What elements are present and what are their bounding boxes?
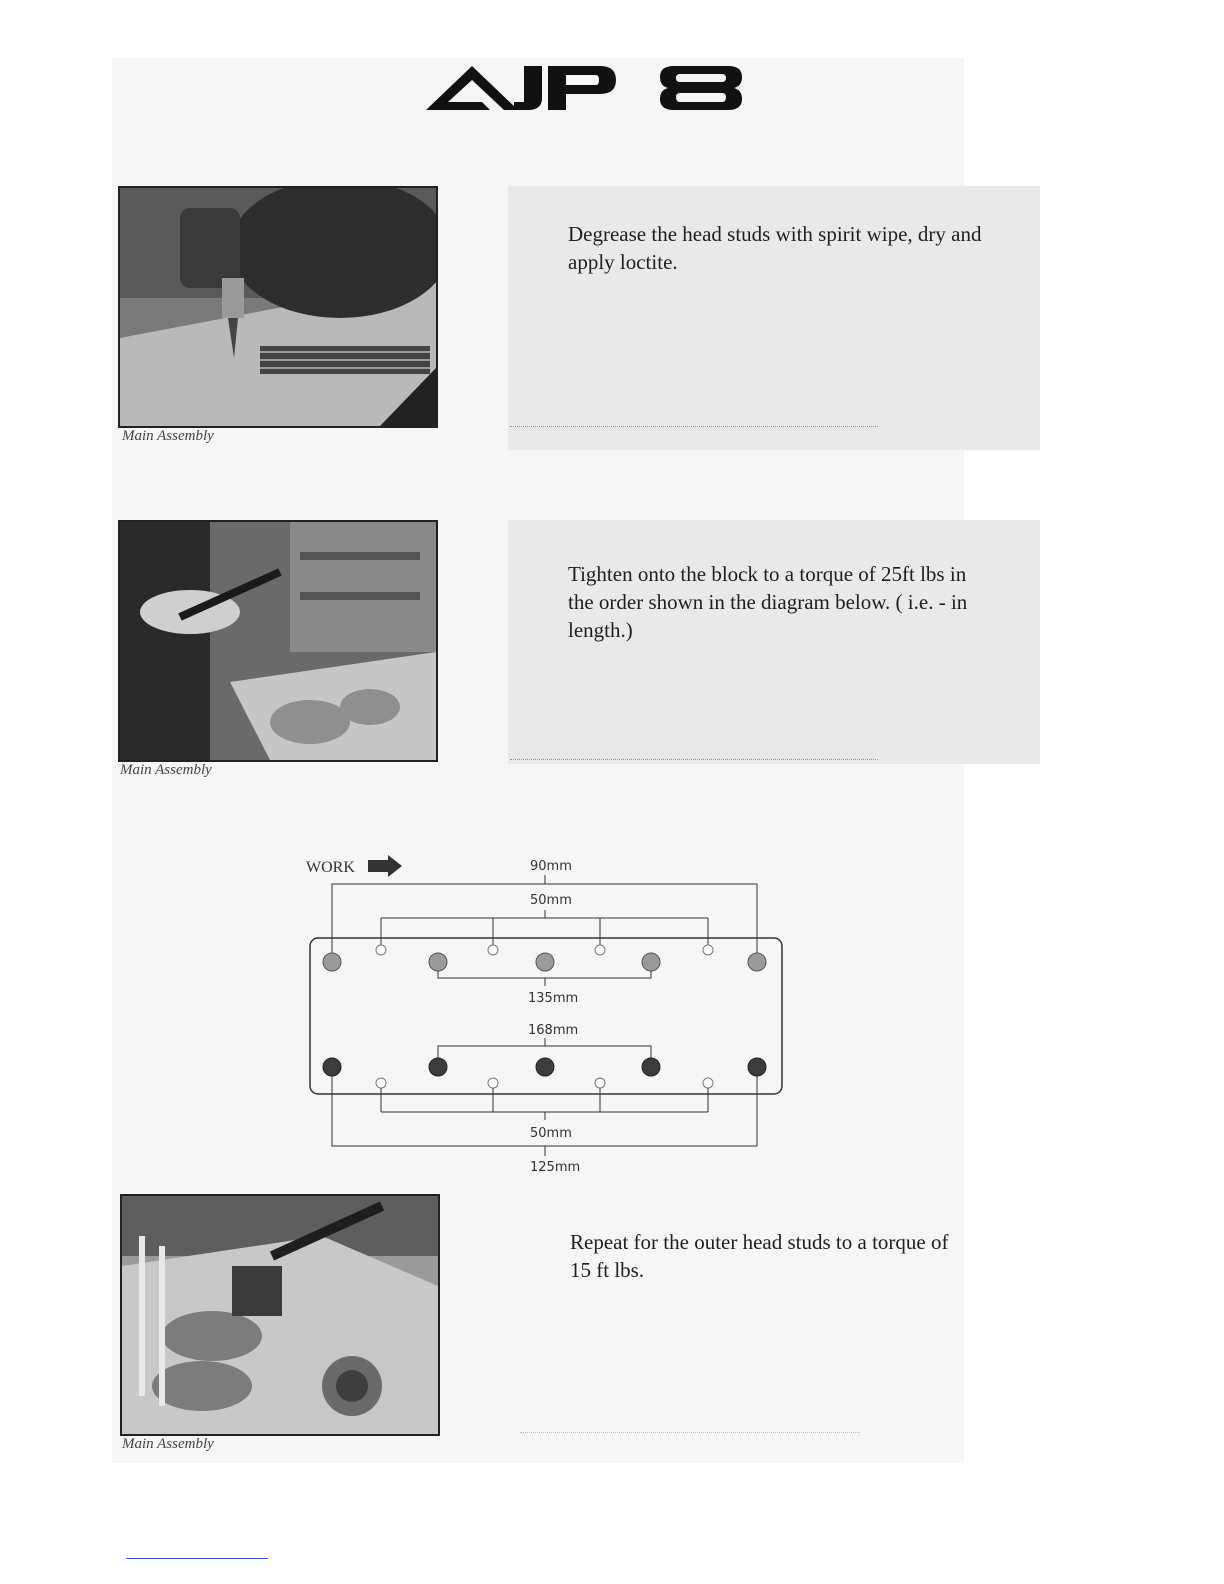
work-label: WORK (306, 859, 355, 876)
loctite-application-photo-icon (120, 188, 436, 426)
stud-lower (536, 1058, 554, 1076)
stud-lower (748, 1058, 766, 1076)
small-hole (703, 1078, 713, 1088)
stud-upper (748, 953, 766, 971)
stud-upper (429, 953, 447, 971)
torque-wrench-block-photo-icon (120, 522, 436, 760)
divider (510, 426, 878, 427)
stud-lower (429, 1058, 447, 1076)
small-hole (703, 945, 713, 955)
outer-studs-photo (120, 1194, 440, 1436)
dimension-label-bottom-outer: 125mm (530, 1160, 581, 1175)
small-hole (376, 1078, 386, 1088)
photo-caption: Main Assembly (120, 762, 212, 778)
small-hole (595, 1078, 605, 1088)
stud-lower (323, 1058, 341, 1076)
dimension-label-mid-upper: 135mm (528, 991, 579, 1006)
small-hole (488, 1078, 498, 1088)
dimension-label-bottom-inner: 50mm (530, 1126, 572, 1141)
instruction-text: Degrease the head studs with spirit wipe, dry and apply loctite. (568, 222, 982, 274)
stud-upper (323, 953, 341, 971)
small-hole (488, 945, 498, 955)
ajp-logo (424, 62, 744, 114)
loctite-photo (118, 186, 438, 428)
photo-caption: Main Assembly (122, 428, 214, 444)
divider (520, 1432, 860, 1433)
dimension-label-top-outer: 90mm (530, 859, 572, 874)
torque-wrench-photo (118, 520, 438, 762)
small-hole (376, 945, 386, 955)
instruction-text: Tighten onto the block to a torque of 25ft lbs in the order shown in the diagram below. ( i.e. - in length.) (568, 562, 968, 642)
dimension-label-top-inner: 50mm (530, 893, 572, 908)
instruction-text: Repeat for the outer head studs to a torque of 15 ft lbs. (570, 1230, 949, 1282)
stud-upper (642, 953, 660, 971)
small-hole (595, 945, 605, 955)
stud-lower (642, 1058, 660, 1076)
photo-caption: Main Assembly (122, 1436, 214, 1452)
divider (510, 759, 878, 760)
stud-upper (536, 953, 554, 971)
footer-rule (126, 1558, 268, 1559)
arrow-right-icon (368, 855, 402, 877)
torque-order-diagram (290, 850, 800, 1180)
dimension-label-mid-lower: 168mm (528, 1023, 579, 1038)
outer-head-studs-photo-icon (122, 1196, 438, 1434)
